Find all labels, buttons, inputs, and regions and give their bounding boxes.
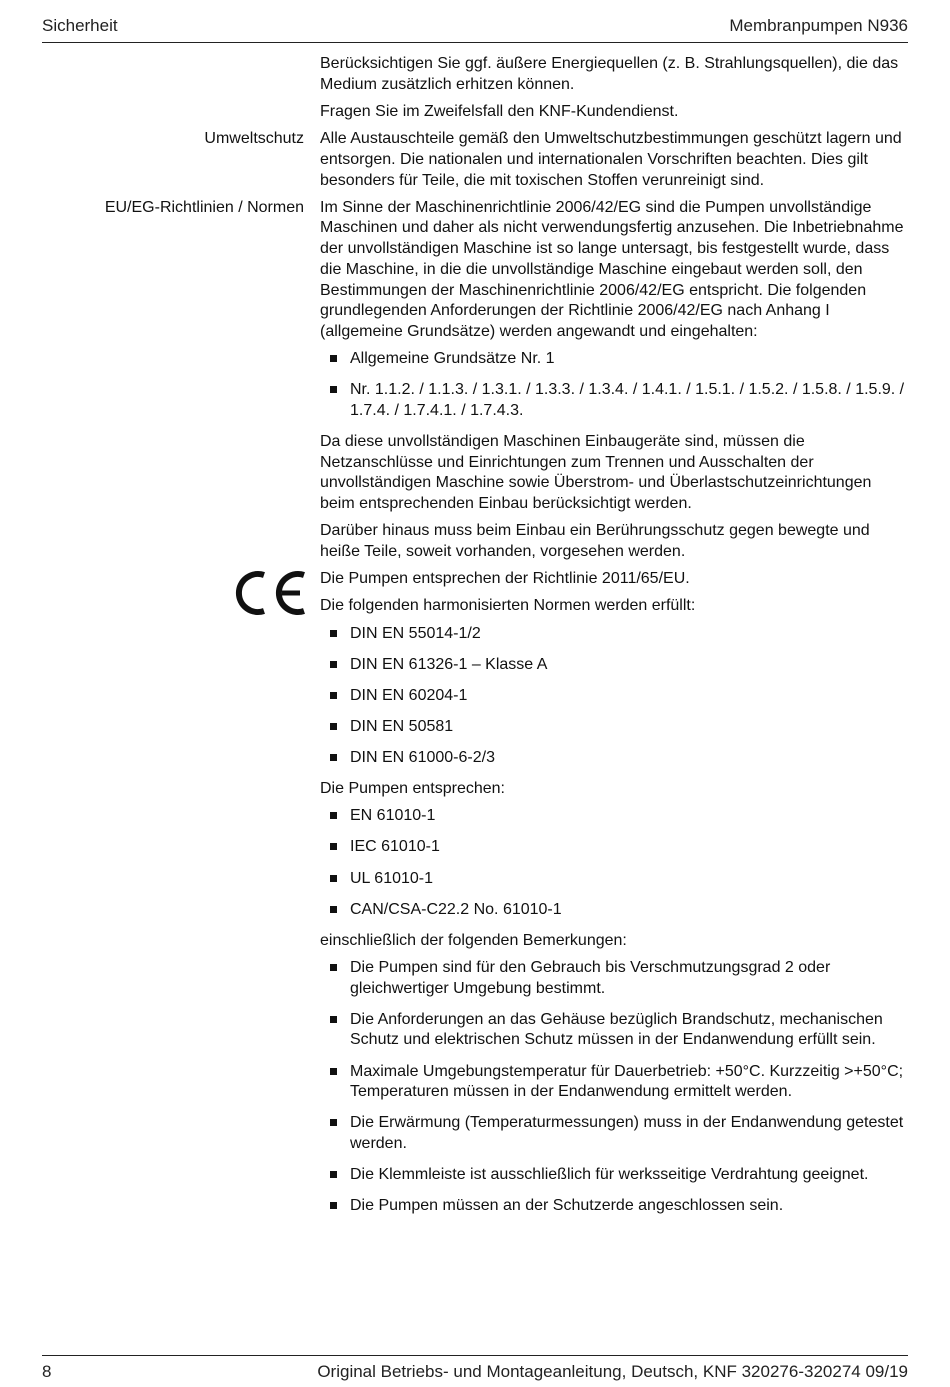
- installation-paragraph: Da diese unvollständigen Maschinen Einbaugeräte sind, müssen die Netzanschlüsse und Einrichtungen zum Trennen und Ausschalten der unvollständigen Maschine sowie Überstrom- und Überlastschutzeinrichtungen beim entsprechenden Einbau berücksichtigt werden.: [320, 433, 872, 513]
- document-title: Membranpumpen N936: [729, 16, 908, 35]
- list-item-text: Die Pumpen müssen an der Schutzerde angeschlossen sein.: [350, 1197, 784, 1215]
- list-item: [320, 1062, 908, 1103]
- list-item: [320, 380, 908, 421]
- bullet-icon: [330, 812, 337, 819]
- list-item: [320, 349, 908, 370]
- footer-document-title: Original Betriebs- und Montageanleitung, Deutsch, KNF 320276-320274 09/19: [317, 1362, 908, 1381]
- list-item-text: EN 61010-1: [350, 807, 436, 825]
- machinery-directive-text: Im Sinne der Maschinenrichtlinie 2006/42/EG sind die Pumpen unvollständige Maschinen und daher als nicht verwendungsfertig anzusehen. Die Inbetriebnahme der unvollständigen Maschine ist so lange untersagt, bis festgestellt wurde, dass die Maschine, in die die unvollständige Maschine eingebaut werden soll, den Bestimmungen der Maschinenrichtlinie 2006/42/EG entspricht. Die folgenden grundlegenden Anforderungen der Richtlinie 2006/42/EG nach Anhang I (allgemeine Grundsätze) werden angewandt und eingehalten:: [320, 198, 904, 340]
- bullet-icon: [330, 1171, 337, 1178]
- list-item-text: Allgemeine Grundsätze Nr. 1: [350, 350, 555, 368]
- list-item: [320, 1196, 908, 1217]
- bullet-icon: [330, 386, 337, 393]
- bullet-icon: [330, 355, 337, 362]
- list-item: [320, 1165, 908, 1186]
- remarks-list: [320, 958, 908, 1217]
- list-item-text: Die Anforderungen an das Gehäuse bezüglich Brandschutz, mechanischen Schutz und elektrischen Schutz müssen in der Endanwendung erfüllt sein.: [350, 1010, 883, 1049]
- bullet-icon: [330, 661, 337, 668]
- intro-block: [0, 54, 950, 123]
- bullet-icon: [330, 630, 337, 637]
- list-item: [320, 655, 908, 676]
- compliance-intro: Die Pumpen entsprechen:: [320, 780, 505, 798]
- ce-mark-icon: [232, 569, 308, 617]
- bullet-icon: [330, 964, 337, 971]
- intro-paragraph: Fragen Sie im Zweifelsfall den KNF-Kundendienst.: [320, 102, 679, 120]
- list-item: [320, 686, 908, 707]
- bullet-icon: [330, 723, 337, 730]
- list-item: [320, 1113, 908, 1154]
- bullet-icon: [330, 1068, 337, 1075]
- list-item: [320, 1010, 908, 1051]
- norms-list: [320, 624, 908, 769]
- bullet-icon: [330, 692, 337, 699]
- page-footer: [42, 1355, 908, 1386]
- list-item-text: Die Pumpen sind für den Gebrauch bis Verschmutzungsgrad 2 oder gleichwertiger Umgebung bestimmt.: [350, 958, 831, 997]
- environment-section: [0, 129, 950, 191]
- ce-section: [0, 569, 950, 1217]
- list-item: [320, 900, 908, 921]
- list-item-text: Die Erwärmung (Temperaturmessungen) muss in der Endanwendung getestet werden.: [350, 1114, 904, 1152]
- list-item: [320, 748, 908, 769]
- list-item-text: DIN EN 61326-1 – Klasse A: [350, 655, 548, 673]
- norms-intro: Die folgenden harmonisierten Normen werden erfüllt:: [320, 597, 696, 615]
- bullet-icon: [330, 1016, 337, 1023]
- page-number: 8: [42, 1362, 52, 1381]
- compliance-list: [320, 806, 908, 920]
- environment-label: Umweltschutz: [204, 130, 304, 148]
- list-item: [320, 624, 908, 645]
- list-item-text: IEC 61010-1: [350, 838, 440, 856]
- environment-text: Alle Austauschteile gemäß den Umweltschutzbestimmungen geschützt lagern und entsorgen. Die nationalen und internationalen Vorschriften beachten. Dies gilt besonders für Teile, die mit toxischen Stoffen verunreinigt sind.: [320, 130, 902, 189]
- bullet-icon: [330, 875, 337, 882]
- list-item: [320, 869, 908, 890]
- bullet-icon: [330, 843, 337, 850]
- list-item-text: DIN EN 60204-1: [350, 686, 468, 704]
- rohs-directive-text: Die Pumpen entsprechen der Richtlinie 2011/65/EU.: [320, 570, 690, 588]
- list-item-text: DIN EN 50581: [350, 717, 454, 735]
- list-item: [320, 717, 908, 738]
- intro-paragraph: Berücksichtigen Sie ggf. äußere Energiequellen (z. B. Strahlungsquellen), die das Medium zusätzlich erhitzen können.: [320, 55, 899, 93]
- eu-directives-section: [0, 198, 950, 563]
- list-item-text: Maximale Umgebungstemperatur für Dauerbetrieb: +50°C. Kurzzeitig >+50°C; Temperaturen müssen in der Endanwendung ermittelt werden.: [350, 1062, 904, 1101]
- list-item-text: Die Klemmleiste ist ausschließlich für werksseitige Verdrahtung geeignet.: [350, 1166, 869, 1184]
- page-content: [0, 54, 950, 1227]
- list-item: [320, 806, 908, 827]
- remarks-intro: einschließlich der folgenden Bemerkungen:: [320, 931, 627, 949]
- list-item-text: DIN EN 55014-1/2: [350, 624, 481, 642]
- touch-protection-paragraph: Darüber hinaus muss beim Einbau ein Berührungsschutz gegen bewegte und heiße Teile, soweit vorhanden, vorgesehen werden.: [320, 522, 870, 561]
- section-title: Sicherheit: [42, 16, 118, 35]
- list-item-text: DIN EN 61000-6-2/3: [350, 749, 495, 767]
- bullet-icon: [330, 754, 337, 761]
- list-item-text: CAN/CSA-C22.2 No. 61010-1: [350, 900, 562, 918]
- list-item: [320, 958, 908, 999]
- list-item-text: Nr. 1.1.2. / 1.1.3. / 1.3.1. / 1.3.3. / 1.3.4. / 1.4.1. / 1.5.1. / 1.5.2. / 1.5.8. / 1.5.9. / 1.7.4. / 1.7.4.1. / 1.7.4.3.: [350, 381, 905, 419]
- bullet-icon: [330, 1119, 337, 1126]
- requirements-list: [320, 349, 908, 422]
- bullet-icon: [330, 906, 337, 913]
- eu-directives-label: EU/EG-Richtlinien / Normen: [104, 198, 304, 216]
- bullet-icon: [330, 1202, 337, 1209]
- list-item: [320, 837, 908, 858]
- list-item-text: UL 61010-1: [350, 869, 434, 887]
- page-header: [42, 14, 908, 43]
